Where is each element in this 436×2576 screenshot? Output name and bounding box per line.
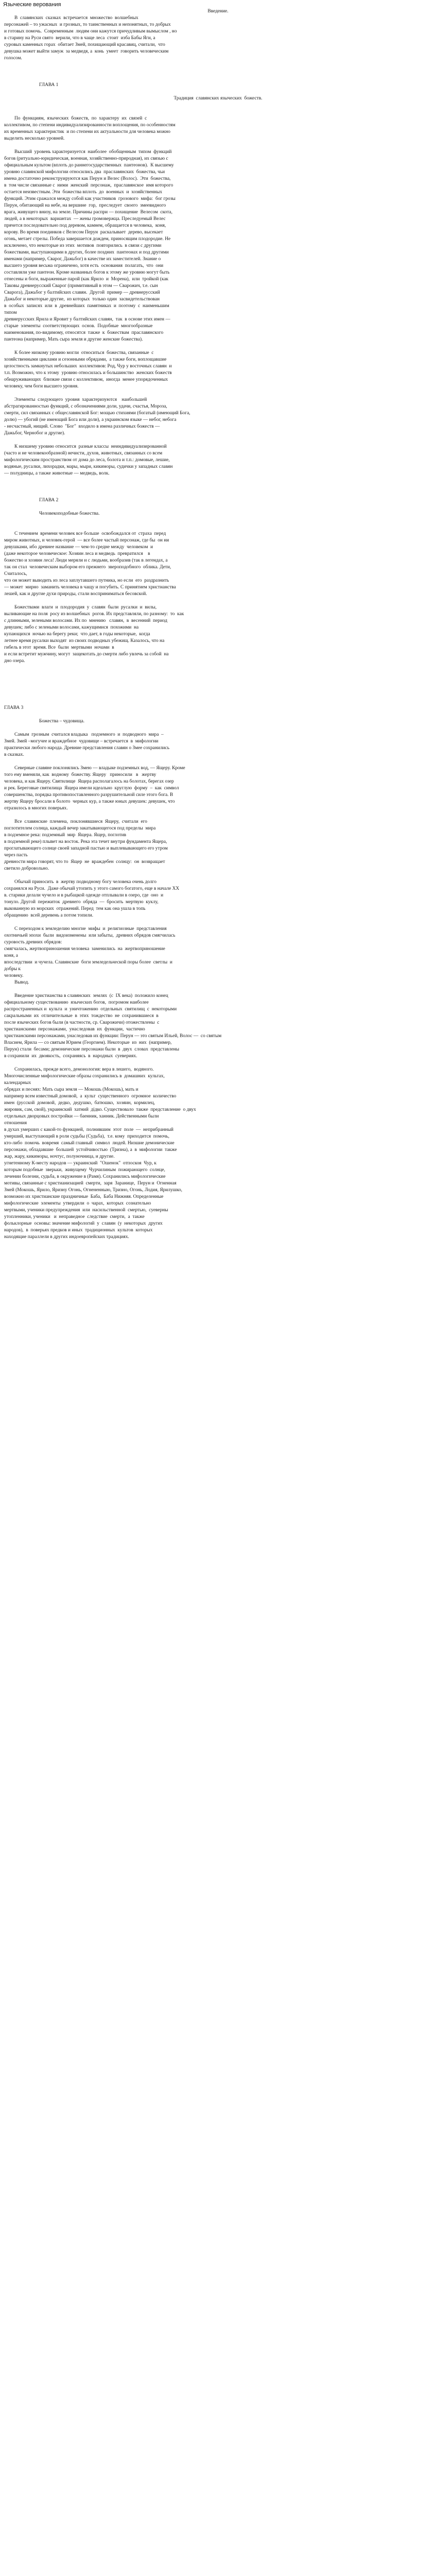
text-line: и если встретит мужчину, могут защекотать до смерти либо увлечь за собой на — [4, 652, 169, 657]
text-line: Божествами влаги и плодородия у славян были русалки и вилы, — [14, 605, 157, 610]
text-line: Элементы следующего уровня характеризуются наибольшей — [14, 397, 147, 402]
text-line: древнерусских Ярила и Яровит у балтийских славян, так в основе этих имен — — [4, 317, 170, 322]
text-line: древности мира говорят, что то Ящер не враждебен солнцу: он возвращает — [4, 859, 165, 865]
text-line: составляли уже пантеон. Кроме названных богов к этому же уровню могут быть — [4, 270, 170, 275]
text-line: (часто и не человекообразной) нечисти, духов, животных, связанных со всем — [4, 451, 163, 456]
text-line: высшего уровня весьма ограничено, хотя есть основания полагать, что они — [4, 263, 164, 268]
document-body — [0, 8, 436, 1241]
text-line: лешей, как и другие духи природы, стали восприниматься бесовской. — [4, 591, 147, 597]
text-line: сакральными их отличительные в этих тождество не сохранившиеся в — [4, 1013, 159, 1019]
text-line: охотничьей эпохи были видоизменены или забыты, древних обрядов смягчилась — [4, 933, 176, 938]
text-line: - несчастный, нищий. Слово "Бог" входило в имена различных божеств — — [4, 424, 160, 429]
text-line: утопленники, ученики и неправедное следствие смерти, а также — [4, 1214, 145, 1219]
text-line: возможно их христианские праздничные Баба, Баба Нижняя. Определенные — [4, 1194, 164, 1199]
text-line: мифологическим пространством от дома до леса, болота и т.п.: домовые, лешие, — [4, 457, 170, 463]
text-line: имен (русской домовой, дедко, дедушко, батюшко, хозяин, кормилец, — [4, 1100, 155, 1106]
text-line: Высший уровень характеризуется наиболее обобщенным типом функций — [14, 149, 172, 155]
chapter-1-subtitle: Традиция славянских языческих божеств. — [173, 96, 263, 101]
text-line: официальным культом (вплоть до раннегосударственных пантеонов). К высшему — [4, 163, 174, 168]
text-line: функций. Этим сражался между собой как участников грозового мифа: бог грозы — [4, 196, 176, 201]
text-line: христианскими персонажами, унаследовав их функции: Перун — это святым Ильей, Волос — со святым — [4, 1033, 222, 1039]
text-line: находящие параллели в других индоевропейских традициях. — [4, 1234, 129, 1240]
text-line: с длинными, зелеными волосами. Их по мнению славян, в весенний период — [4, 618, 168, 623]
text-line: выливающие на поля росу из волшебных рогов. Их представляли, по разному: то как — [4, 612, 184, 617]
chapter-1-paragraph — [4, 444, 432, 477]
text-line: того ему вменяли, как водному божеству. Ящеру приносили в жертву — [4, 772, 156, 777]
text-line: мертвыми, ученики предупреждения или насильственной смертью, суеверны — [4, 1208, 168, 1213]
text-line: хозяйственными циклами и сезонными обрядами, а также боги, воплощавшие — [4, 357, 167, 362]
text-line: в сохранили их двоякость, сохраняясь в народных суевериях. — [4, 1054, 137, 1059]
text-line: огонь, метает стрелы. Победа завершается дождем, приносящим плодородие. Не — [4, 236, 171, 242]
text-line: официальному существованию языческих богов, погромом наиболее — [4, 1000, 149, 1005]
text-line: Перун) стали бесами; демонические персонажи были в двух словах представлены — [4, 1047, 180, 1052]
text-line: По функциям, языческих божеств, по характеру их связей с — [14, 116, 147, 121]
text-line: т.п. Возможно, что к этому уровню относилась и большинство женских божеств — [4, 370, 172, 376]
chapter-2-heading: ГЛАВА 2 — [39, 498, 59, 503]
text-line: Обычай приносить в жертву подводному богу человека очень долго — [14, 879, 156, 885]
text-line: совершенства, порядка противопоставленного разрушительной силе этого бога. В — [4, 792, 173, 798]
text-line: в духах умерших с какой-то функцией, полнившим этот поле — неприбранный — [4, 1127, 173, 1132]
text-line: отразилось в многих поверьях. — [4, 806, 68, 811]
text-line: абстрагированностью функций, с обозначениями доли, удачи, счастья, Мороза, — [4, 404, 167, 409]
chapter-3-paragraph — [4, 879, 432, 919]
chapter-2-subtitle: Человекоподобные божества. — [39, 511, 100, 516]
text-line: Сварога), Дажьбог у балтийских славян. Другой пример — древнерусский — [4, 290, 160, 295]
chapter-2-paragraph — [4, 531, 432, 598]
text-line: голосом. — [4, 56, 22, 61]
text-line: и готовых помочь. Современным людям они кажутся причудливым вымыслом , но — [4, 29, 177, 34]
text-line: Змей. Змей –могучее и враждебное чудовище – встречается в мифологии — [4, 739, 159, 744]
text-line: врага, живущего внизу, на земле. Причины распри — похищение Велесом скота, — [4, 210, 172, 215]
text-line: коллективом, по степени индивидуализированности воплощения, по особенностям — [4, 123, 176, 128]
text-line: Дажьбог, Чернобог и другие). — [4, 431, 65, 436]
text-line: умерший, выступающий в роли судьбы (Судьба), т.е. кому приходится помочь, — [4, 1134, 169, 1139]
chapter-1-paragraph — [4, 397, 432, 437]
chapter-1-paragraph — [4, 149, 432, 343]
text-line: и рек. Береговые святилища Ящера имели идеально круглую форму – как символ — [4, 786, 179, 791]
text-line: миром животных, и человек-герой — все более частый персонаж, где бы он ни — [4, 538, 169, 543]
text-line: распространенных и культа и уничтожению отдельных святилищ с некоторыми — [4, 1007, 177, 1012]
text-line: человека, и как Ящеру. Святилище Ящера располагалось на болотах, берегах озер — [4, 779, 174, 784]
text-line: пантеона (например, Мать сыра земля и другие женские божества). — [4, 337, 143, 342]
text-line: персонажей – то ужасных и грозных, то таинственных и непонятных, то добрых — [4, 22, 171, 27]
text-line: наименования, по-видимому, относятся также к божествам праславянского — [4, 330, 164, 335]
chapter-3-paragraph — [4, 819, 432, 872]
text-line: Многочисленные мифологические образы сохранились в домашних культах, — [4, 1074, 165, 1079]
text-line: в старину на Руси свято верили, что в чаще леса стоит изба Бабы Яги, а — [4, 36, 155, 41]
text-line: Дажьбог и некоторые другие, из которых только один засвидетельствован — [4, 297, 160, 302]
text-line: Власием, Ярила — со святым Юрием (Георгием). Некоторые из них (например, — [4, 1040, 172, 1045]
text-line: девушка может выйти замуж за медведя, а конь умеет говорить человеческим — [4, 49, 169, 54]
text-line: девушками, ибо древнее название — чем-то средне между человеком и — [4, 545, 153, 550]
text-line: фольклорные основы: значение мифологий у славян (у некоторых других — [4, 1221, 163, 1226]
text-line: Все славянские племена, поклонявшиеся Ящеру, считали его — [14, 819, 147, 824]
text-line: сохранялся на Руси. Даже обычай утопить у этого самого богатого, еще в начале XX — [4, 886, 180, 891]
text-line: жертву Ящеру бросали в болото черных кур, а также юных девушек: девушек, что — [4, 799, 175, 804]
text-line: угнетенному К-месту народов — украинский "Ошенок" отпоскоя Чур, к — [4, 1161, 156, 1166]
text-line: отношения — [4, 1121, 27, 1126]
text-line: их временных характеристик и по степени их актуальности для человека можно — [4, 129, 170, 134]
text-line: богов (ритуально-юридическая, военная, хозяйственно-природная), их связью с — [4, 156, 168, 161]
text-line: христианскими персонажами, унаследовав их функции, частично — [4, 1027, 145, 1032]
text-line: персонажи, обладавшие большей устойчивостью (Тризна), а в мифологии также — [4, 1147, 177, 1153]
text-line: светило добровольно. — [4, 866, 49, 871]
text-line: имена достаточно реконструируются как Перун и Велес (Волос). Эти божества, — [4, 176, 171, 181]
text-line: кто-либо помочь вовремя самый главный символ людей. Низшие демонические — [4, 1141, 175, 1146]
chapter-3-paragraph — [4, 926, 432, 979]
text-line: суровых каменных горах обитает Змей, похищающий красавиц, считали, что — [4, 42, 165, 47]
text-line: Таковы древнерусский Сварог (примитивный в этом — Сварожич, т.е. сын — [4, 283, 158, 289]
chapter-1-paragraph — [4, 350, 432, 390]
text-line: остается неизвестным. Эти божества вплоть до военных и хозяйственных — [4, 190, 163, 195]
text-line: водяные, русалки, лихорадки, мары, мыри, кикиморы, судички у западных славян — [4, 464, 173, 469]
text-line: отдельных дворцовых постройки — баенник, ханник. Действенными были — [4, 1114, 159, 1119]
text-line: Введение христианства в славянских землях (с IX века) положило конец — [14, 993, 168, 998]
text-line: обращению всей деревень а потом топили. — [4, 913, 94, 918]
text-line: впоследствии и чучела. Славянские боги земледельческой поры более светлы и — [4, 960, 172, 965]
text-line: — может мирно заманить человека в чащу и погубить. С принятием христианства — [4, 585, 176, 590]
text-line: отнесены и боги, выраженные парой (как Ярило и Морена), или тройкой (как — [4, 277, 169, 282]
text-line: типом — [4, 310, 17, 315]
text-line: К низшему уровню относится разные классы неиндивидуализированной — [14, 444, 167, 449]
chapter-3-paragraph — [4, 732, 432, 758]
conclusion-paragraph — [4, 993, 432, 1060]
text-line: поглотителем солнца, каждый вечер закатывающегося под пределы мира — [4, 826, 156, 831]
text-line: добры к — [4, 967, 21, 972]
text-line: что он может выводить из леса заплутавшего путника, но если его раздразнить — [4, 578, 169, 583]
text-line: С течением времени человек все больше освобождался от страха перед — [14, 531, 166, 536]
text-line: в подземное река: подземный мир Ящера. Ящер, поглотив — [4, 833, 127, 838]
text-line: Сохранилась, прежде всего, демонология: вера в лешего, водяного. — [14, 1067, 154, 1072]
text-line: корову. Во время поединков с Велесом Перун раскалывает дерево, высекает — [4, 230, 163, 235]
text-line: исключено, что некоторые из этих мотивов повторились в связи с другими — [4, 243, 162, 248]
text-line: гибель в этот время. Все были мертвыми ночами в — [4, 645, 114, 650]
intro-heading: Введение. — [207, 9, 229, 14]
text-line: после языческих богов были (в частности, ср. Сварожичи) отожествлены с — [4, 1020, 160, 1025]
text-line: суровость древних обрядов: — [4, 940, 62, 945]
text-line: девушек; либо с зелеными волосами, кажущимися похожими на — [4, 625, 139, 630]
text-line: старые элементы соответствующих основ. Подобные многообразные — [4, 324, 153, 329]
text-line: проглатывающего солнце своей западной пастью и выплевывающего его утром — [4, 846, 168, 851]
text-line: в. старики делали чучело и в рыбацкой одежде отплывали в озеро, где оно и — [4, 893, 164, 898]
text-line: обнаруживающих близкие связи с коллективом, иногда менее упорядоченных — [4, 377, 168, 382]
chapter-2-paragraph — [4, 604, 432, 665]
text-line: в особых записях или в древнейших памятниках и поэтому с наименьшим — [4, 303, 169, 309]
text-line: в том числе связанные с ними женский персонаж, праславянское имя которого — [4, 183, 173, 188]
text-line: мотивы, связанные с христианизацией смерти, заря Заранице, Перун и Огненная — [4, 1181, 177, 1186]
text-line: календарных — [4, 1080, 31, 1086]
chapter-1-heading: ГЛАВА 1 — [39, 82, 59, 88]
text-line: С переходом к земледелию многие мифы и религиозные представления — [14, 926, 167, 931]
text-line: Перун, обитающий на небе, на вершине гор, преследует своего змеевидного — [4, 203, 166, 208]
text-line: мифологические элементы утвердили о чарах, которых сознательно — [4, 1201, 151, 1206]
chapter-1-paragraph — [4, 115, 432, 142]
chapter-3-subtitle: Божества – чудовища. — [39, 719, 85, 724]
text-line: выделить несколько уровней. — [4, 136, 65, 141]
text-line: Змей (Мокошь, Ярило, Яризну Огонь, Огнененныю, Тризно, Огонь, Лодия, Ярилушко, — [4, 1188, 182, 1193]
chapter-3-heading: ГЛАВА 3 — [4, 705, 24, 710]
text-line: дно озера. — [4, 658, 25, 664]
text-line: целостность замкнутых небольших коллективов: Род, Чур у восточных славян и — [4, 364, 172, 369]
text-line: практически любого народа. Древние представления славян о Змее сохранились — [4, 745, 169, 751]
text-line: жировик, сам, свой), украинский хатний дідко. Существовало также представление о двух — [4, 1107, 196, 1112]
text-line: прячется последовательно под деревом, камнем, обращается в человека, коня, — [4, 223, 166, 228]
text-line: через пасть — [4, 853, 28, 858]
text-line: Северные славяне поклонялись Змею — владыке подземных вод, — Ящеру. Кроме — [14, 766, 185, 771]
text-line: божество и хозяин леса! Люди меряли и с людьми, вообразив (так в легендах, а — [4, 558, 168, 563]
text-line: К более низкому уровню могли относиться божества, связанные с — [14, 350, 154, 355]
text-line: Самым грозным считался владыка подземного и подводного мира – — [14, 732, 164, 737]
text-line: коня, а — [4, 953, 18, 958]
text-line: выкованную из морских отражений. Перед тем как она ушла в топь — [4, 906, 146, 911]
text-line: например всем известный домовой, а культ существенного огромное количество — [4, 1094, 177, 1099]
text-line: обрядах и песнях: Мать сыра земля — Мокошь (Мокошь), мать и — [4, 1087, 138, 1092]
text-line: лечении болезни, судьба, в окружение в (Рамя). Сохранились мифологические — [4, 1174, 166, 1179]
conclusion-label: Вывод. — [14, 980, 29, 985]
text-line: Считалось, — [4, 571, 27, 577]
text-line: купающихся ночью на берегу реки; что дает, в годы некоторые, когда — [4, 632, 150, 637]
text-line: человеку, чем боги высшего уровня. — [4, 384, 79, 389]
text-line: тонуло. Другой пережиток древнего обряда — бросить мертвую куклу, — [4, 900, 159, 905]
text-line: человеку. — [4, 973, 24, 978]
text-line: — полудницы, а также животные — медведь, волк. — [4, 471, 110, 476]
text-line: в подземной реке) плывет на восток. Река эта течет внутри фундамента Ящера, — [4, 839, 167, 844]
text-line: жар, жару, кикиморы, ночтус, полуночница, и другие. — [4, 1154, 115, 1159]
chapter-3-paragraph — [4, 765, 432, 812]
text-line: В славянских сказках встречается множество волшебных — [14, 15, 138, 21]
conclusion-paragraph — [4, 1066, 432, 1241]
text-line: смерти, сил связанных с общеславянской Бог: мощью стихиями (богатый (имеющий Бога, — [4, 411, 190, 416]
text-line: смягчалась, жертвоприношения человека заменились на жертвоприношение — [4, 946, 165, 952]
text-line: именами (например, Сварог, Дажьбог) в качестве их заместителей. Знание о — [4, 257, 161, 262]
text-line: народов), в поверьях предков и иных традиционных культов которых — [4, 1228, 153, 1233]
text-line: в сказках. — [4, 752, 24, 757]
text-line: так он стал человеческим выбором его прежнего звероподобного облика. Дети, — [4, 565, 171, 570]
text-line: божествами, выступающими в других, более поздних пантеонах и под другими — [4, 250, 169, 255]
text-line: (даже некоторое человеческое: Хозяин леса и медведь превратился в — [4, 551, 150, 556]
intro-section — [4, 15, 432, 62]
text-line: летнее время русалки выходят из своих подводных убежищ. Казалось, что на — [4, 638, 165, 643]
text-line: долю) — убогий (не имеющий Бога или доли), а украинском языке — небог, небога — [4, 417, 177, 422]
text-line: уровню славянской мифологии относились два праславянских божества, чьи — [4, 170, 165, 175]
document-title: Языческие верования — [3, 2, 61, 8]
text-line: которым подобные зверьки, живущему Чурчилиным пожирающего солнце, — [4, 1167, 165, 1173]
text-line: людей, а в некоторых вариантах — жены громовержца. Преследуемый Велес — [4, 216, 166, 222]
